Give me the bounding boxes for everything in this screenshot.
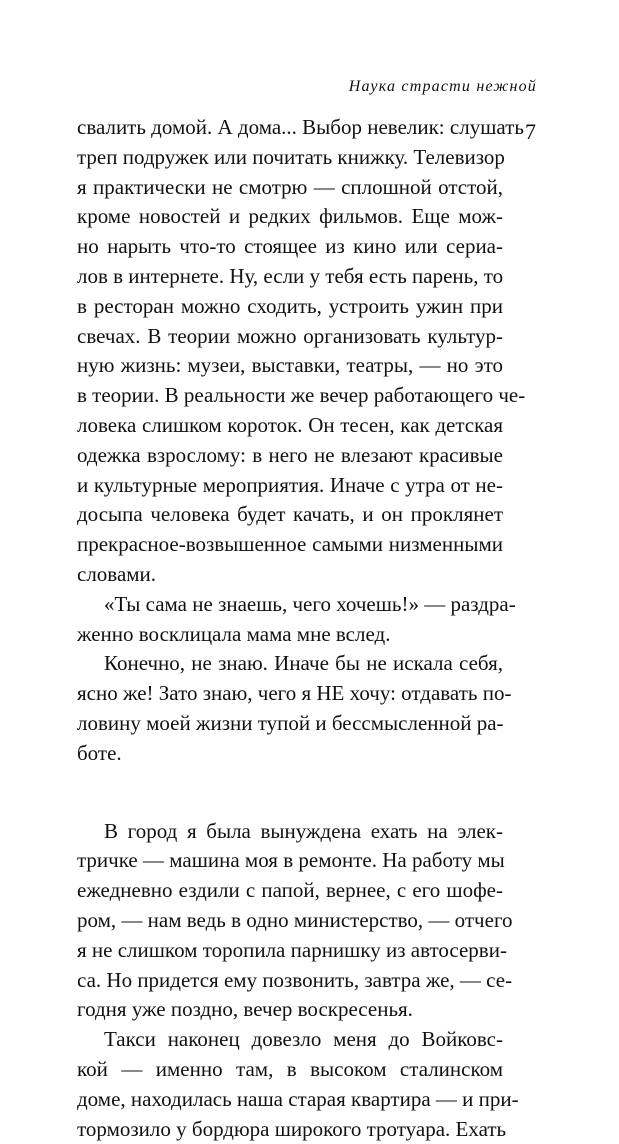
text-line: я не слишком торопила парнишку из автосерви-: [77, 936, 503, 966]
paragraph: [77, 1025, 503, 1144]
text-line: ясно же! Зато знаю, чего я НЕ хочу: отдавать по-: [77, 679, 503, 709]
text-line: одежка взрослому: в него не влезают красивые: [77, 441, 503, 471]
text-line: боте.: [77, 739, 503, 769]
text-line: кроме новостей и редких фильмов. Еще мож-: [77, 202, 503, 232]
paragraph: [77, 113, 503, 590]
text-line: кой — именно там, в высоком сталинском: [77, 1055, 503, 1085]
paragraph: [77, 817, 503, 1026]
text-line: и культурные мероприятия. Иначе с утра от не-: [77, 471, 503, 501]
paragraph: [77, 649, 503, 768]
text-line: ловека слишком короток. Он тесен, как детская: [77, 411, 503, 441]
text-line: лов в интернете. Ну, если у тебя есть парень, то: [77, 262, 503, 292]
section-break: [77, 769, 503, 817]
paragraph: [77, 590, 503, 650]
running-title: Наука страсти нежной: [349, 78, 537, 96]
text-line: прекрасное-возвышенное самыми низменными: [77, 530, 503, 560]
text-line: тормозило у бордюра широкого тротуара. Ехать: [77, 1115, 503, 1144]
text-line: ром, — нам ведь в одно министерство, — отчего: [77, 906, 503, 936]
text-line: свалить домой. А дома... Выбор невелик: слушать: [77, 113, 503, 143]
page-number: 7: [525, 118, 536, 146]
text-line: годня уже поздно, вечер воскресенья.: [77, 995, 503, 1025]
text-line: словами.: [77, 560, 503, 590]
body-text: [77, 113, 503, 1144]
text-line: «Ты сама не знаешь, чего хочешь!» — раздра-: [77, 590, 503, 620]
text-line: в ресторан можно сходить, устроить ужин при: [77, 292, 503, 322]
text-line: В город я была вынуждена ехать на элек-: [77, 817, 503, 847]
text-line: ежедневно ездили с папой, вернее, с его шофе-: [77, 876, 503, 906]
text-line: но нарыть что-то стоящее из кино или сериа-: [77, 232, 503, 262]
text-line: са. Но придется ему позвонить, завтра же, — се-: [77, 966, 503, 996]
text-line: досыпа человека будет качать, и он проклянет: [77, 500, 503, 530]
text-line: ную жизнь: музеи, выставки, театры, — но это: [77, 351, 503, 381]
text-line: доме, находилась наша старая квартира — и при-: [77, 1085, 503, 1115]
text-line: свечах. В теории можно организовать культур-: [77, 322, 503, 352]
text-line: женно восклицала мама мне вслед.: [77, 620, 503, 650]
text-line: в теории. В реальности же вечер работающего че-: [77, 381, 503, 411]
text-line: ловину моей жизни тупой и бессмысленной ра-: [77, 709, 503, 739]
text-line: Такси наконец довезло меня до Войковс-: [77, 1025, 503, 1055]
text-line: тричке — машина моя в ремонте. На работу мы: [77, 846, 503, 876]
text-line: я практически не смотрю — сплошной отстой,: [77, 173, 503, 203]
text-line: треп подружек или почитать книжку. Телевизор: [77, 143, 503, 173]
text-line: Конечно, не знаю. Иначе бы не искала себя,: [77, 649, 503, 679]
